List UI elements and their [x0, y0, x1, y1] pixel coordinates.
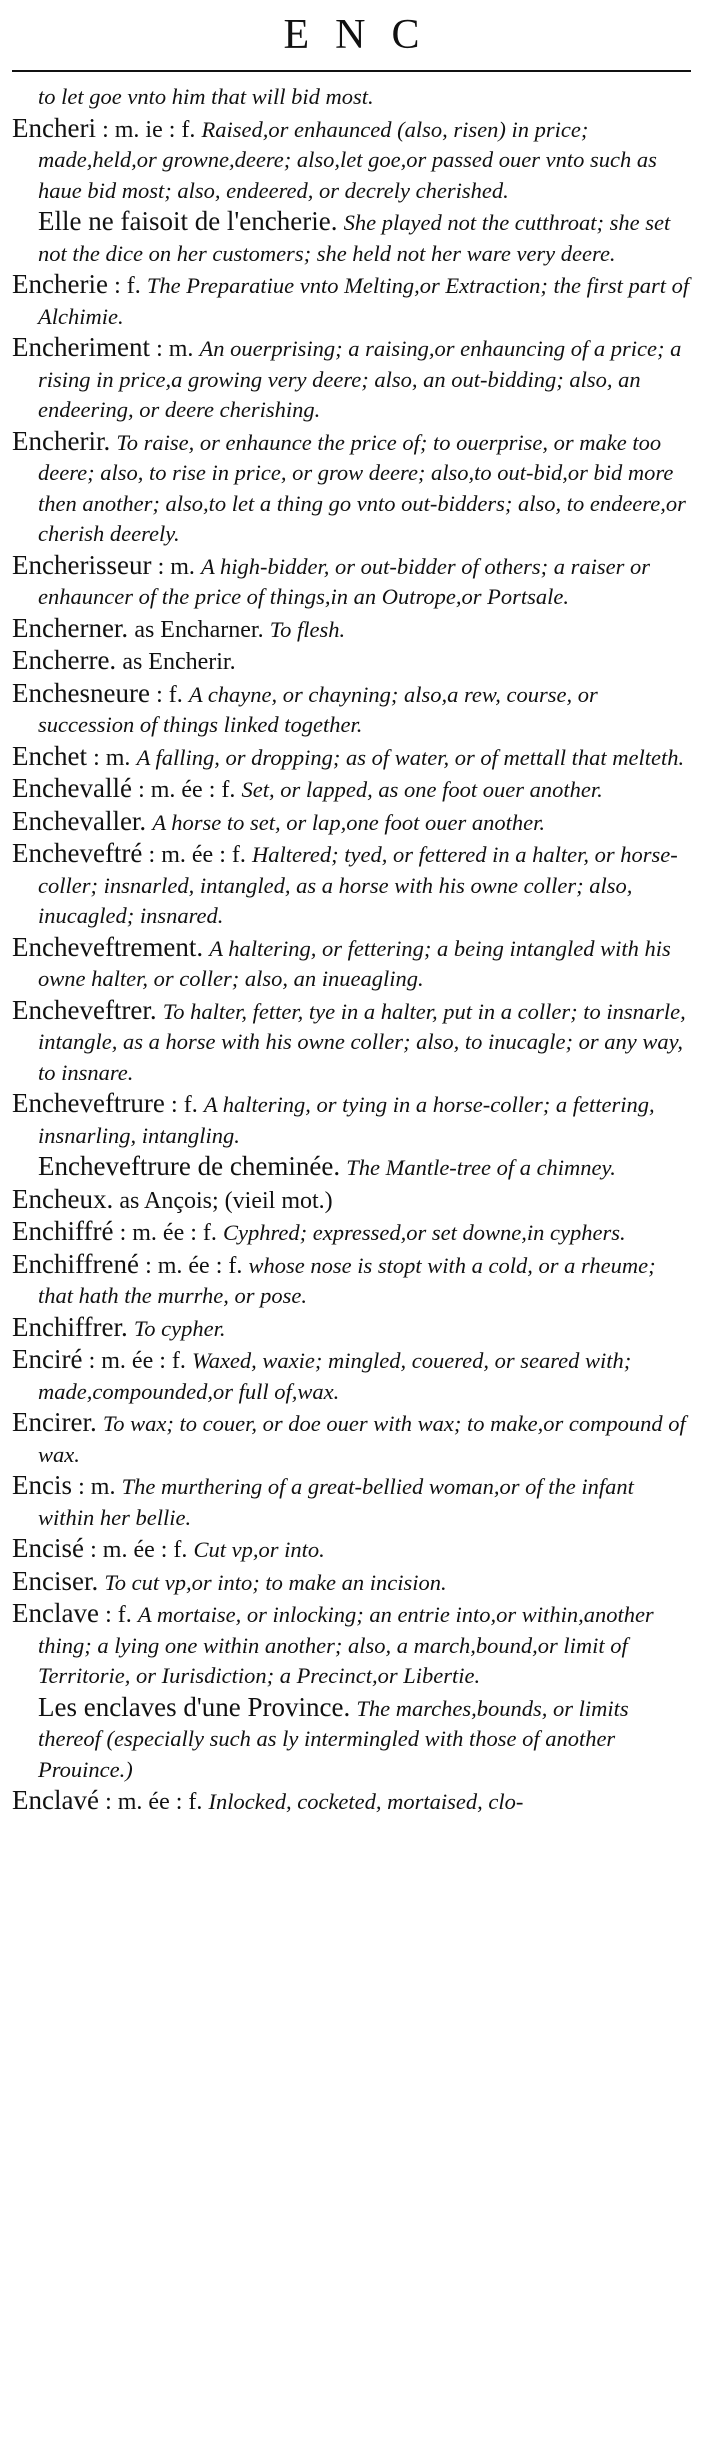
headword: Enchiffré — [12, 1216, 114, 1246]
definition: whose nose is stopt with a cold, or a rheume; that hath the murrhe, or pose. — [38, 1252, 656, 1308]
sub-entry — [12, 206, 691, 269]
entry-list — [12, 82, 691, 1818]
dictionary-entry — [12, 550, 691, 613]
definition: To cypher. — [133, 1315, 226, 1341]
dictionary-entry — [12, 1184, 691, 1217]
grammar-note: as Encherir. — [122, 649, 236, 675]
headword: Enchet — [12, 740, 87, 771]
definition: Haltered; tyed, or fettered in a halter, or horse-coller; insnarled, intangled, as a horse with his owne coller; also, inucagled; insnared. — [38, 842, 678, 928]
headword: Encirer. — [12, 1407, 97, 1437]
headword: Encis — [12, 1470, 72, 1500]
grammar-note: : m. ée : f. — [145, 1252, 243, 1279]
definition: The Mantle-tree of a chimney. — [346, 1155, 616, 1180]
headword: Elle ne faisoit de l'encherie. — [38, 206, 338, 236]
dictionary-entry — [12, 332, 691, 426]
headword: Enchevaller. — [12, 805, 147, 836]
definition: To flesh. — [269, 616, 346, 642]
dictionary-entry — [12, 82, 691, 113]
definition: To cut vp,or into; to make an incision. — [104, 1569, 447, 1595]
headword: Enchesneure — [12, 677, 150, 708]
definition: Inlocked, cocketed, mortaised, clo- — [208, 1789, 524, 1814]
definition: Set, or lapped, as one foot ouer another. — [241, 777, 603, 802]
headword: Enclavé — [12, 1785, 99, 1815]
headword: Enciré — [12, 1344, 83, 1374]
dictionary-entry — [12, 995, 691, 1089]
dictionary-entry — [12, 1598, 691, 1692]
grammar-note: : m. — [78, 1474, 116, 1500]
dictionary-entry — [12, 1470, 691, 1533]
definition: Waxed, waxie; mingled, couered, or seared with; made,compounded,or full of,wax. — [38, 1348, 632, 1404]
headword: Encheveftrer. — [12, 994, 157, 1025]
definition: A chayne, or chayning; also,a rew, course, or succession of things linked together. — [38, 681, 598, 737]
definition: She played not the cutthroat; she set not the dice on her customers; she held not her ware very deere. — [38, 210, 671, 266]
headword: Encheveftré — [12, 838, 143, 868]
dictionary-entry — [12, 1344, 691, 1407]
definition: A haltering, or fettering; a being intangled with his owne halter, or coller; also, an inueagling. — [38, 935, 671, 991]
headword: Encherir. — [12, 425, 111, 456]
grammar-note: : m. — [157, 553, 195, 580]
dictionary-entry — [12, 806, 691, 839]
dictionary-entry — [12, 1249, 691, 1312]
dictionary-entry — [12, 932, 691, 995]
header-rule — [12, 70, 691, 72]
headword: Enchevallé — [12, 773, 132, 803]
dictionary-entry — [12, 1312, 691, 1345]
headword: Enchiffrer. — [12, 1311, 128, 1342]
dictionary-entry — [12, 426, 691, 550]
definition: A haltering, or tying in a horse-coller; a fettering, insnarling, intangling. — [38, 1092, 655, 1148]
grammar-note: : m. ie : f. — [102, 116, 196, 143]
headword: Encisé — [12, 1533, 84, 1563]
grammar-note: : m. ée : f. — [90, 1537, 188, 1563]
grammar-note: as Encharner. — [134, 616, 264, 643]
dictionary-entry — [12, 1088, 691, 1151]
dictionary-entry — [12, 1533, 691, 1566]
definition: to let goe vnto him that will bid most. — [38, 84, 374, 109]
headword: Encheux. — [12, 1183, 114, 1214]
headword: Encheriment — [12, 332, 150, 362]
grammar-note: : f. — [156, 681, 183, 708]
definition: To raise, or enhaunce the price of; to ouerprise, or make too deere; also, to rise in price, or grow deere; also,to out-bid,or bid more then another; also,to let a thing go vnto out-bidders; also, to endeere,or cherish deerely. — [38, 429, 686, 546]
dictionary-entry — [12, 678, 691, 741]
headword: Encheveftrure de cheminée. — [38, 1151, 341, 1181]
dictionary-entry — [12, 838, 691, 932]
headword: Encherisseur — [12, 549, 152, 580]
dictionary-entry — [12, 113, 691, 207]
dictionary-entry — [12, 645, 691, 678]
definition: Raised,or enhaunced (also, risen) in price; made,held,or growne,deere; also,let goe,or passed ouer vnto such as haue bid most; also, endeered, or decrely cherished. — [38, 116, 657, 203]
sub-entry — [12, 1692, 691, 1786]
definition: To halter, fetter, tye in a halter, put in a coller; to insnarle, intangle, as a horse with his owne coller; also, to inucagle; or any way, to insnare. — [38, 998, 686, 1085]
grammar-note: : m. ée : f. — [148, 842, 246, 868]
dictionary-entry — [12, 613, 691, 646]
definition: The murthering of a great-bellied woman,or of the infant within her bellie. — [38, 1474, 634, 1530]
headword: Encheveftrure — [12, 1088, 165, 1118]
dictionary-entry — [12, 1785, 691, 1818]
definition: A horse to set, or lap,one foot ouer another. — [152, 809, 546, 835]
definition: The marches,bounds, or limits thereof (especially such as ly intermingled with those of another Prouince.) — [38, 1695, 629, 1782]
dictionary-entry — [12, 741, 691, 774]
definition: An ouerprising; a raising,or enhauncing of a price; a rising in price,a growing very deere; also, an out-bidding; also, an endeering, or deere cherishing. — [38, 336, 682, 422]
headword: Enchiffrené — [12, 1248, 139, 1279]
dictionary-entry — [12, 269, 691, 332]
grammar-note: : m. — [93, 744, 131, 771]
grammar-note: as Ançois; (vieil mot.) — [119, 1187, 333, 1214]
definition: Cut vp,or into. — [193, 1537, 325, 1562]
headword: Les enclaves d'une Province. — [38, 1691, 351, 1722]
sub-entry — [12, 1151, 691, 1184]
grammar-note: : m. ée : f. — [119, 1220, 217, 1246]
dictionary-entry — [12, 773, 691, 806]
definition: The Preparatiue vnto Melting,or Extraction; the first part of Alchimie. — [38, 273, 690, 329]
definition: A high-bidder, or out-bidder of others; a raiser or enhauncer of the price of things,in an Outrope,or Portsale. — [38, 553, 651, 609]
grammar-note: : m. ée : f. — [105, 1789, 203, 1815]
dictionary-entry — [12, 1566, 691, 1599]
running-head: ENC — [283, 12, 446, 58]
definition: Cyphred; expressed,or set downe,in cyphers. — [223, 1220, 626, 1245]
grammar-note: : m. ée : f. — [88, 1348, 186, 1374]
grammar-note: : f. — [171, 1092, 198, 1118]
headword: Encheveftrement. — [12, 931, 204, 962]
grammar-note: : f. — [105, 1602, 132, 1628]
headword: Encheri — [12, 112, 96, 143]
dictionary-entry — [12, 1407, 691, 1470]
definition: To wax; to couer, or doe ouer with wax; to make,or compound of wax. — [38, 1411, 686, 1467]
headword: Encherner. — [12, 612, 129, 643]
headword: Enciser. — [12, 1565, 99, 1596]
definition: A mortaise, or inlocking; an entrie into,or within,another thing; a lying one within another; also, a march,bound,or limit of Territorie, or Iurisdiction; a Precinct,or Libertie. — [38, 1602, 654, 1688]
definition: A falling, or dropping; as of water, or of mettall that melteth. — [136, 744, 685, 770]
headword: Encherie — [12, 269, 108, 299]
headword: Encherre. — [12, 645, 117, 675]
grammar-note: : m. — [156, 336, 194, 362]
grammar-note: : f. — [114, 273, 141, 299]
grammar-note: : m. ée : f. — [138, 777, 236, 803]
dictionary-entry — [12, 1216, 691, 1249]
headword: Enclave — [12, 1598, 99, 1628]
